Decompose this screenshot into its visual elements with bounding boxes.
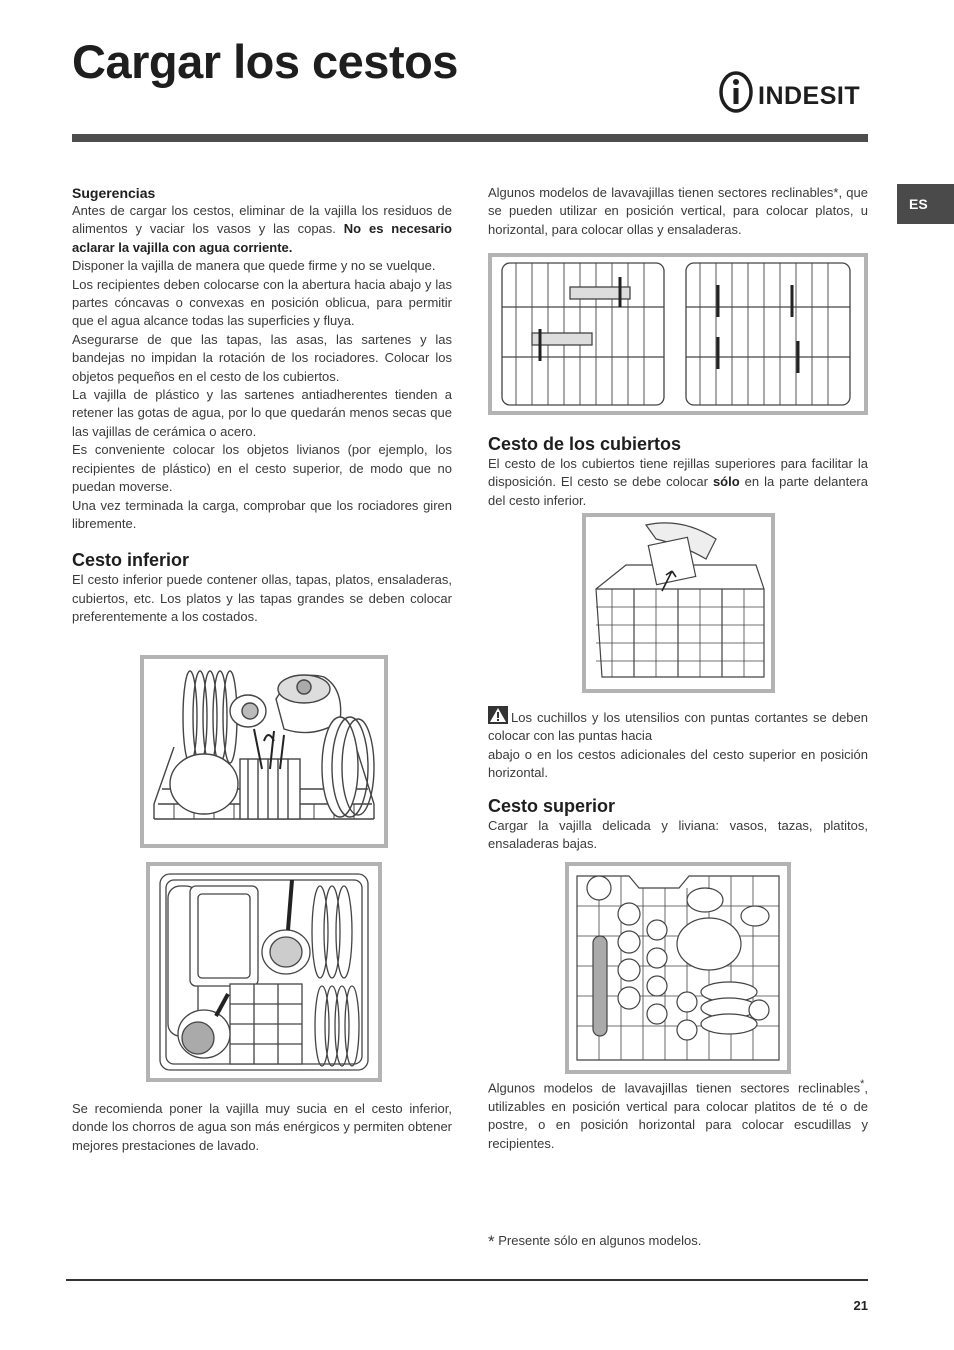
cutlery-basket-figure [582,513,775,693]
sugerencias-heading: Sugerencias [72,185,156,201]
brand-logo-icon [718,70,870,114]
lower-basket-topview-illustration [150,866,378,1078]
warning-triangle-icon [488,706,508,724]
paragraph-3: Los recipientes deben colocarse con la abertura hacia abajo y las partes cóncavas o convexas en posición oblicua, para permitir que el agua alcance todas las superficies y fluya. [72,276,452,329]
reclinable-sectors-figure [488,253,868,415]
warning-line-2: abajo o en los cestos adicionales del cesto superior en posición horizontal. [488,746,868,781]
cubiertos-text-1: El cesto de los cubiertos tiene rejillas superiores para facilitar la disposición. El cesto se debe colocar [488,456,868,490]
reclinables-star: * [860,1078,865,1090]
cesto-superior-heading: Cesto superior [488,796,616,816]
footnote [488,1232,868,1251]
lower-basket-figure-top [146,862,382,1082]
cubiertos-text [488,455,868,510]
paragraph-4: Asegurarse de que las tapas, las asas, las sartenes y las bandejas no impidan la rotación de los rociadores. Colocar los objetos pequeños en el cesto de los cubiertos. [72,331,452,384]
upper-basket-figure [565,862,791,1074]
p1-text: Antes de cargar los cestos, eliminar de la vajilla los residuos de alimentos y vaciar los vasos y las copas. [72,203,452,237]
reclinable-upper-text [488,1075,868,1153]
paragraph-2: Disponer la vajilla de manera que quede firme y no se vuelque. [72,258,436,274]
lower-basket-illustration [144,659,384,844]
p1-bold: No es necesario aclarar la vajilla con agua corriente. [72,221,452,255]
upper-basket-illustration [569,866,787,1070]
paragraph-1 [72,202,452,257]
reclinables-text-1: Algunos modelos de lavavajillas tienen sectores reclinables [488,1080,861,1096]
footnote-text: Presente sólo en algunos modelos. [494,1233,702,1248]
warning-line-1: Los cuchillos y los utensilios con puntas cortantes se deben colocar con las puntas hacia [488,710,868,744]
page-title: Cargar los cestos [72,35,458,88]
page-number: 21 [853,1298,868,1313]
cesto-superior-text: Cargar la vajilla delicada y liviana: vasos, tazas, platitos, ensaladeras bajas. [488,818,868,852]
warning-note [488,706,868,783]
paragraph-6: Es conveniente colocar los objetos livianos (por ejemplo, los recipientes de plástico) en el cesto superior, de modo que no puedan moverse. [72,442,452,495]
indesit-logo [718,70,870,114]
cesto-inferior-heading: Cesto inferior [72,550,190,571]
cubiertos-bold: sólo [712,474,740,490]
reclinables-text-2: , utilizables en posición vertical para colocar platitos de té o de postre, o en posición horizontal para colocar escudillas y recipientes. [488,1080,868,1151]
footnote-star: * [488,1232,495,1251]
footer-rule [66,1279,868,1281]
paragraph-5: La vajilla de plástico y las sartenes antiadherentes tienden a retener las gotas de agua, por lo que quedarán menos secas que las vajillas de cerámica o acero. [72,387,452,439]
lower-basket-note: Se recomienda poner la vajilla muy sucia en el cesto inferior, donde los chorros de agua son más enérgicos y permiten obtener mejores prestaciones de lavado. [72,1101,452,1153]
cubiertos-heading: Cesto de los cubiertos [488,434,682,454]
header-rule [72,134,868,142]
cubiertos-text-2: en la parte delantera del cesto inferior. [488,474,868,508]
reclinable-intro: Algunos modelos de lavavajillas tienen sectores reclinables*, que se pueden utilizar en posición vertical, para colocar platos, u horizontal, para colocar ollas y ensaladeras. [488,185,868,237]
language-tab: ES [897,184,954,224]
cesto-inferior-text: El cesto inferior puede contener ollas, tapas, platos, ensaladeras, cubiertos, etc. Los platos y las tapas grandes se deben colocar preferentemente a los costados. [72,572,452,625]
reclinable-sectors-illustration [492,257,864,411]
paragraph-7: Una vez terminada la carga, comprobar que los rociadores giren libremente. [72,497,452,531]
cutlery-basket-illustration [586,517,771,689]
brand-name: INDESIT [758,82,861,110]
lower-basket-figure-side [140,655,388,848]
left-column [72,184,452,627]
